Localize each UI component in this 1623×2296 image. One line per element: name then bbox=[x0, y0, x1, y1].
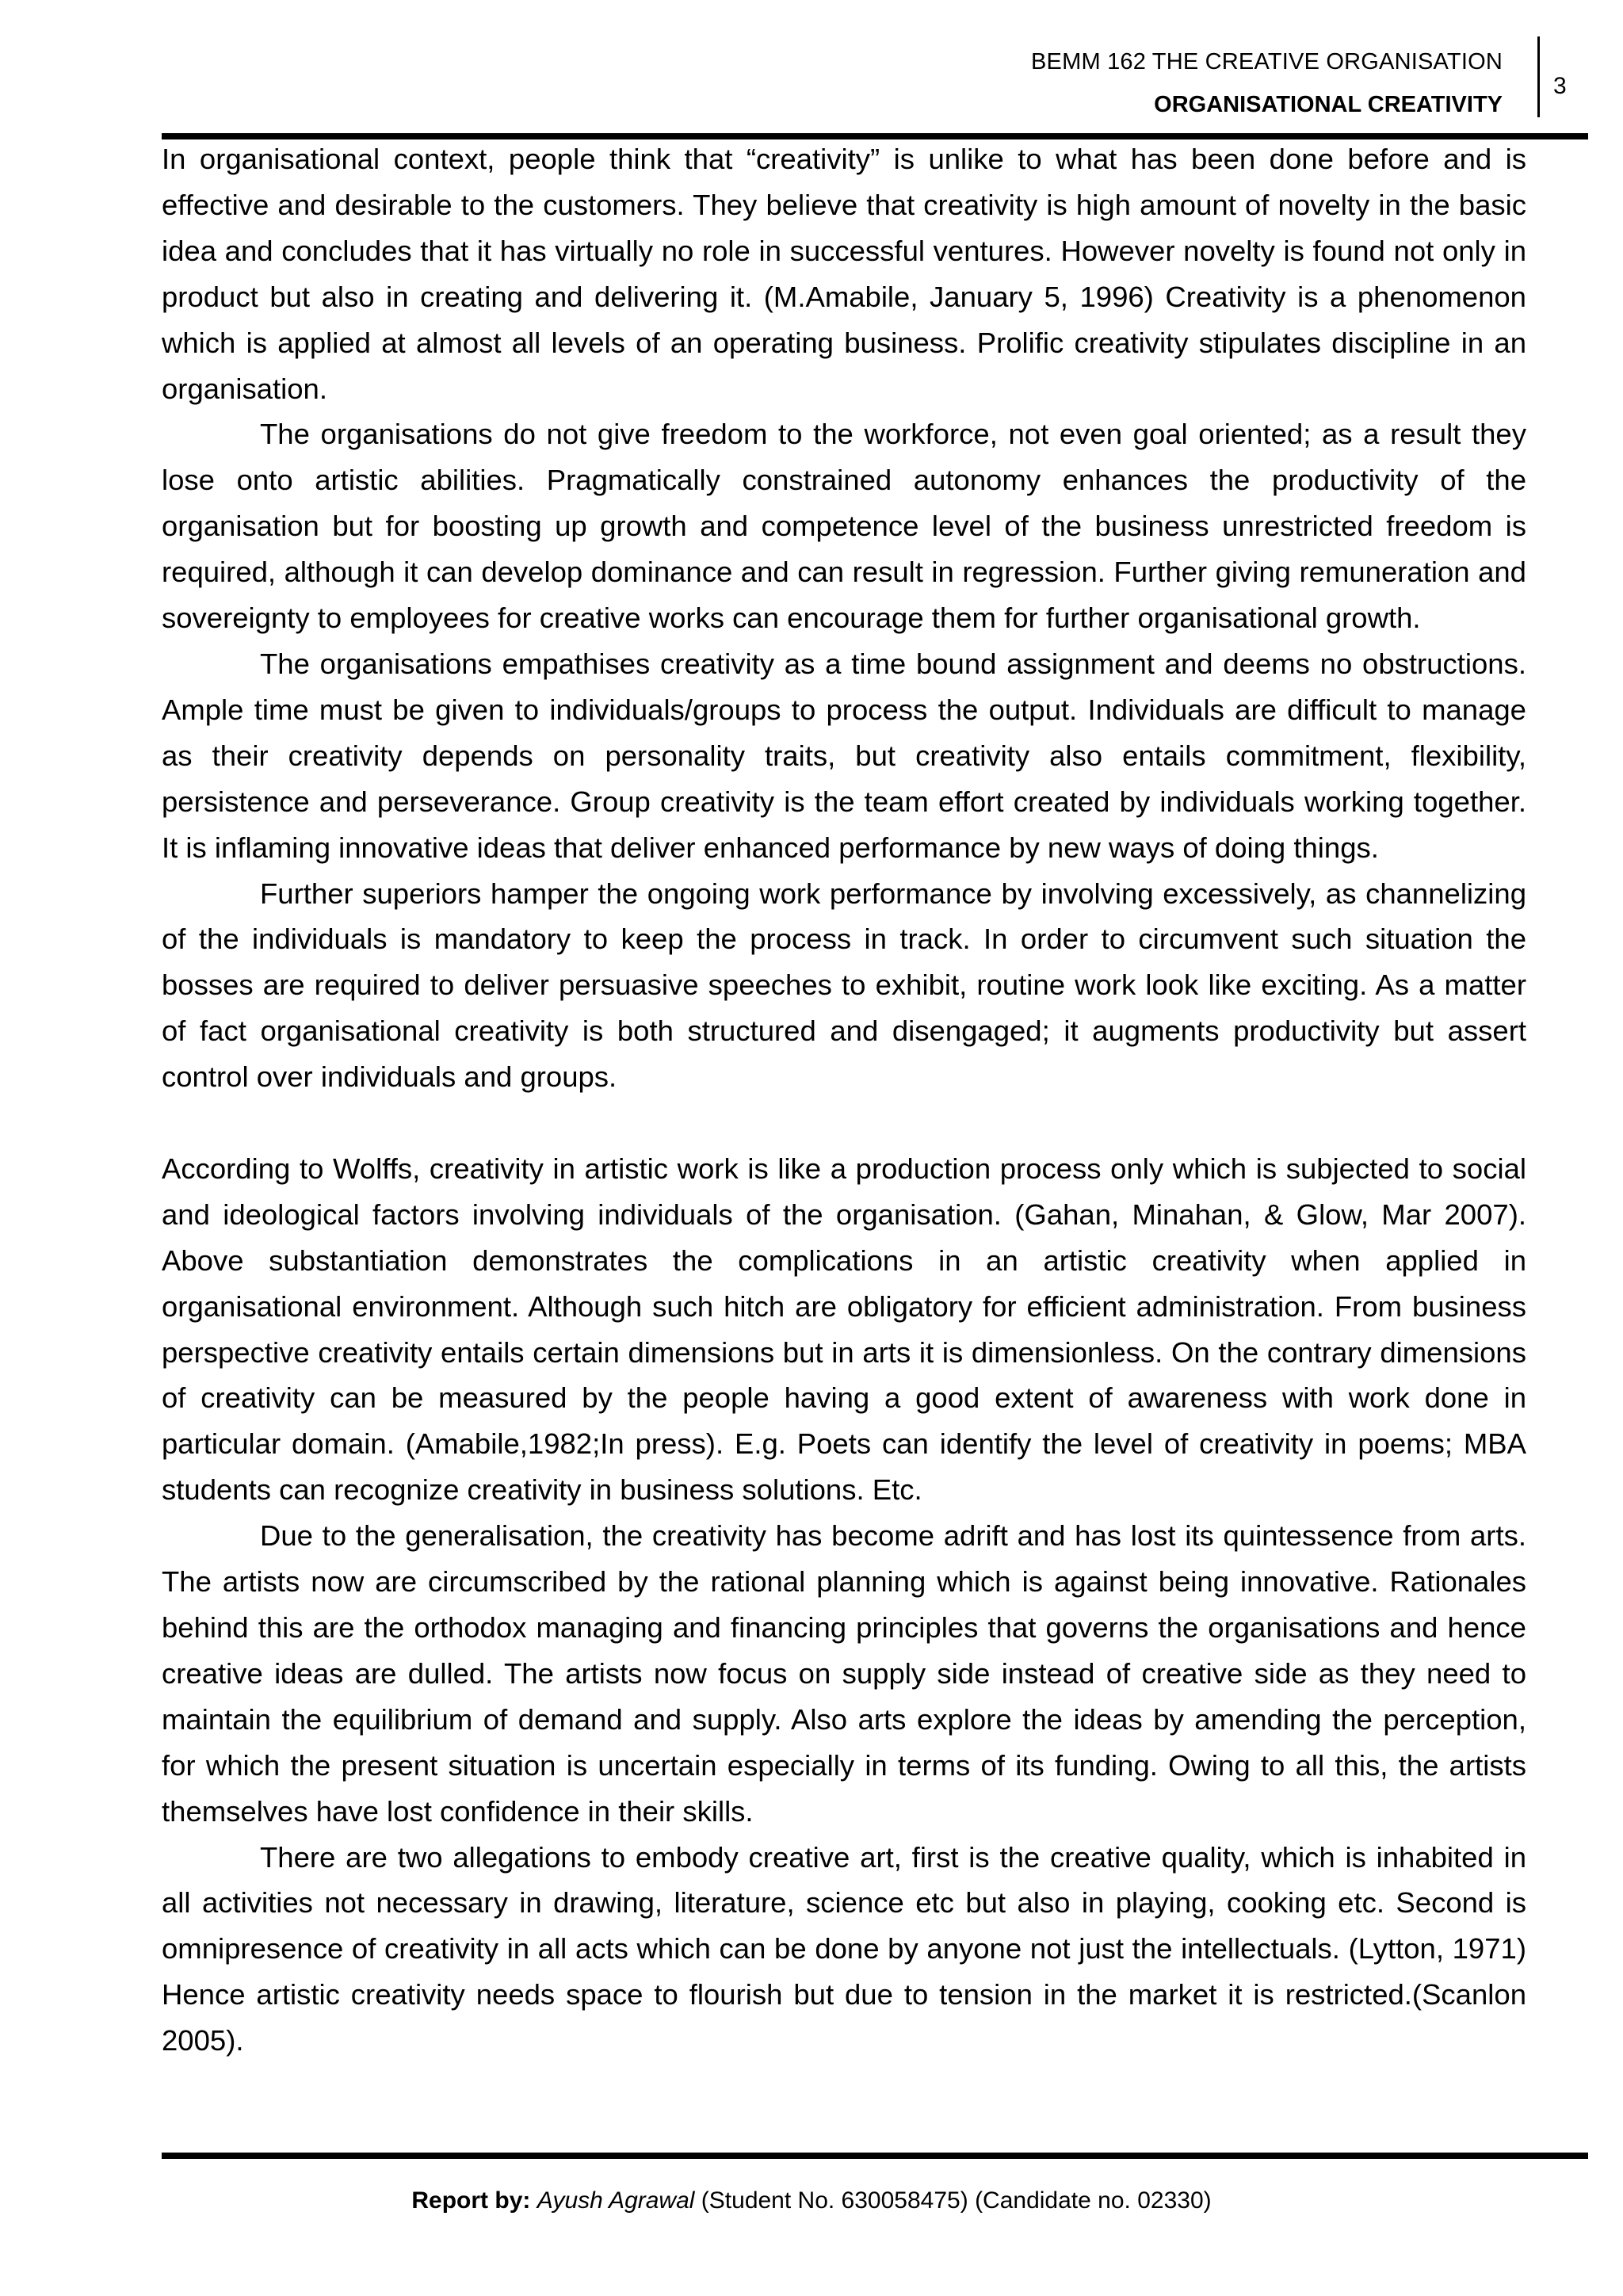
footer-student-no: (Student No. 630058475) bbox=[701, 2187, 968, 2214]
paragraph-1: In organisational context, people think that “creativity” is unlike to what has been done before and is effective and desirable to the customers. They believe that creativity is high amount of novelty in the basic idea and concludes that it has virtually no role in successful ventures. However novelty is found not only in product but also in creating and delivering it. (M.Amabile, January 5, 1996) Creativity is a phenomenon which is applied at almost all levels of an operating business. Prolific creativity stipulates discipline in an organisation. bbox=[162, 143, 1526, 405]
page-footer bbox=[0, 2187, 1623, 2214]
paragraph-4: Further superiors hamper the ongoing work performance by involving excessively, as channelizing of the individuals is mandatory to keep the process in track. In order to circumvent such situation the bosses are required to deliver persuasive speeches to exhibit, routine work look like exciting. As a matter of fact organisational creativity is both structured and disengaged; it augments productivity but assert control over individuals and groups. bbox=[162, 877, 1526, 1094]
footer-author: Ayush Agrawal bbox=[537, 2187, 695, 2214]
paragraph-5: According to Wolffs, creativity in artistic work is like a production process only which is subjected to social and ideological factors involving individuals of the organisation. (Gahan, Minahan, & Glow, Mar 2007). Above substantiation demonstrates the complications in an artistic creativity when applied in organisational environment. Although such hitch are obligatory for efficient administration. From business perspective creativity entails certain dimensions but in arts it is dimensionless. On the contrary dimensions of creativity can be measured by the people having a good extent of awareness with work done in particular domain. (Amabile,1982;In press). E.g. Poets can identify the level of creativity in poems; MBA students can recognize creativity in business solutions. Etc. bbox=[162, 1152, 1526, 1507]
header-divider bbox=[1537, 36, 1540, 117]
paragraph-7: There are two allegations to embody creative art, first is the creative quality, which is inhabited in all activities not necessary in drawing, literature, science etc but also in playing, cooking etc. Second is omnipresence of creativity in all acts which can be done by anyone not just the intellectuals. (Lytton, 1971) Hence artistic creativity needs space to flourish but due to tension in the market it is restricted.(Scanlon 2005). bbox=[162, 1840, 1526, 2057]
paragraph-2: The organisations do not give freedom to the workforce, not even goal oriented; as a result they lose onto artistic abilities. Pragmatically constrained autonomy enhances the productivity of the organisation but for boosting up growth and competence level of the business unrestricted freedom is required, although it can develop dominance and can result in regression. Further giving remuneration and sovereignty to employees for creative works can encourage them for further organisational growth. bbox=[162, 418, 1526, 635]
course-title: BEMM 162 THE CREATIVE ORGANISATION bbox=[1031, 49, 1503, 74]
section-title: ORGANISATIONAL CREATIVITY bbox=[1154, 92, 1503, 117]
footer-rule bbox=[162, 2153, 1588, 2159]
body-text bbox=[162, 136, 1526, 2064]
page-header bbox=[0, 0, 1623, 143]
paragraph-3: The organisations empathises creativity as a time bound assignment and deems no obstructions. Ample time must be given to individuals/groups to process the output. Individuals are difficult to manage as their creativity depends on personality traits, but creativity also entails commitment, flexibility, persistence and perseverance. Group creativity is the team effort created by individuals working together. It is inflaming innovative ideas that deliver enhanced performance by new ways of doing things. bbox=[162, 647, 1526, 864]
footer-label: Report by: bbox=[411, 2187, 531, 2214]
footer-candidate-no: (Candidate no. 02330) bbox=[975, 2187, 1212, 2214]
page-number: 3 bbox=[1553, 73, 1567, 99]
paragraph-6: Due to the generalisation, the creativity has become adrift and has lost its quintessence from arts. The artists now are circumscribed by the rational planning which is against being innovative. Rationales behind this are the orthodox managing and financing principles that governs the organisations and hence creative ideas are dulled. The artists now focus on supply side instead of creative side as they need to maintain the equilibrium of demand and supply. Also arts explore the ideas by amending the perception, for which the present situation is uncertain especially in terms of its funding. Owing to all this, the artists themselves have lost confidence in their skills. bbox=[162, 1519, 1526, 1828]
